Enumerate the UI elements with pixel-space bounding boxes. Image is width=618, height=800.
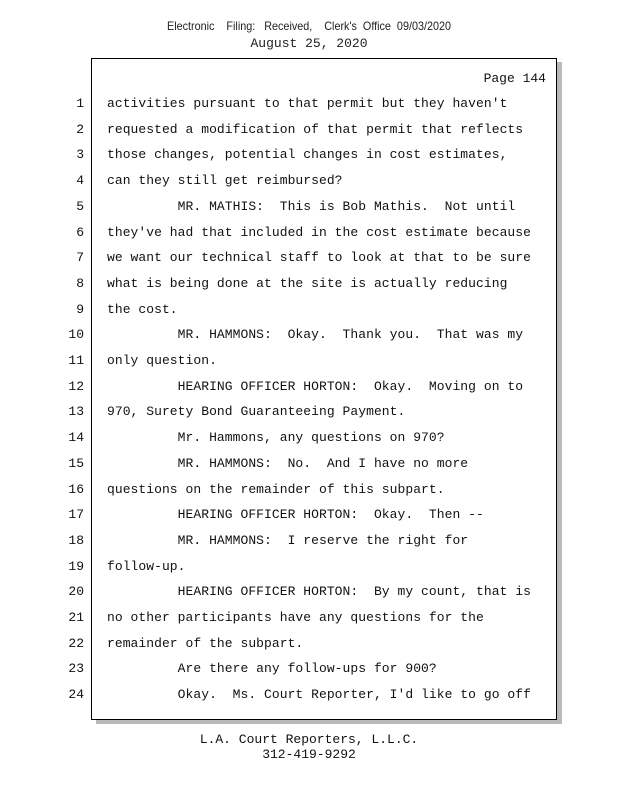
line-text: MR. HAMMONS: No. And I have no more (107, 455, 469, 471)
line-text: can they still get reimbursed? (107, 173, 343, 189)
line-number: 17 (68, 507, 84, 523)
line-number: 7 (76, 250, 84, 266)
hearing-date: August 25, 2020 (250, 36, 368, 51)
line-number: 4 (76, 173, 84, 189)
transcript-line (0, 632, 618, 658)
line-text: HEARING OFFICER HORTON: By my count, that is (107, 584, 531, 600)
line-text: we want our technical staff to look at that to be sure (107, 250, 531, 266)
line-text: no other participants have any questions for the (107, 610, 484, 625)
transcript-line (0, 606, 618, 632)
line-text: requested a modification of that permit that reflects (107, 121, 524, 137)
line-number: 12 (68, 378, 84, 394)
transcript-line (0, 426, 618, 452)
line-number: 14 (68, 430, 84, 446)
transcript-line (0, 580, 618, 606)
page-number: Page 144 (483, 71, 546, 86)
line-number: 9 (76, 301, 84, 317)
line-number: 19 (68, 558, 84, 574)
line-text: those changes, potential changes in cost estimates, (107, 147, 508, 163)
line-text: Mr. Hammons, any questions on 970? (107, 430, 445, 446)
line-number: 11 (68, 353, 84, 368)
transcript-line (0, 529, 618, 555)
line-text: MR. MATHIS: This is Bob Mathis. Not until (107, 198, 516, 214)
transcript-line (0, 272, 618, 298)
transcript-line (0, 657, 618, 683)
line-text: follow-up. (107, 558, 186, 574)
transcript-line (0, 375, 618, 401)
transcript-line (0, 195, 618, 221)
line-text: Okay. Ms. Court Reporter, I'd like to go off (107, 687, 531, 703)
line-text: the cost. (107, 301, 178, 317)
line-text: activities pursuant to that permit but they haven't (107, 96, 508, 111)
transcript-line (0, 452, 618, 478)
line-number: 21 (68, 610, 84, 625)
transcript-line (0, 349, 618, 375)
transcript-line (0, 298, 618, 324)
line-number: 2 (76, 121, 84, 137)
transcript-line (0, 92, 618, 118)
line-number: 8 (76, 275, 84, 291)
line-text: HEARING OFFICER HORTON: Okay. Then -- (107, 507, 484, 523)
transcript-line (0, 683, 618, 709)
line-number: 3 (76, 147, 84, 163)
line-number: 1 (76, 96, 84, 111)
transcript-line (0, 246, 618, 272)
line-text: questions on the remainder of this subpart. (107, 481, 445, 497)
line-text: MR. HAMMONS: I reserve the right for (107, 532, 469, 548)
line-text: they've had that included in the cost estimate because (107, 224, 531, 240)
line-text: remainder of the subpart. (107, 635, 304, 651)
line-number: 24 (68, 687, 84, 703)
filing-stamp: Electronic Filing: Received, Clerk's Office 09/03/2020 (166, 19, 451, 33)
transcript-line (0, 323, 618, 349)
transcript-line (0, 221, 618, 247)
transcript-line (0, 555, 618, 581)
transcript-line (0, 503, 618, 529)
transcript-line (0, 143, 618, 169)
line-number: 13 (68, 404, 84, 420)
transcript-line (0, 400, 618, 426)
line-number: 6 (76, 224, 84, 240)
court-reporter-phone: 312-419-9292 (262, 747, 356, 762)
footer (0, 732, 618, 762)
line-number: 18 (68, 532, 84, 548)
transcript-line (0, 169, 618, 195)
line-text: Are there any follow-ups for 900? (107, 661, 437, 677)
line-text: what is being done at the site is actually reducing (107, 275, 508, 291)
line-number: 15 (68, 455, 84, 471)
transcript-line (0, 478, 618, 504)
line-number: 16 (68, 481, 84, 497)
line-number: 23 (68, 661, 84, 677)
line-text: only question. (107, 353, 217, 368)
line-number: 20 (68, 584, 84, 600)
line-text: MR. HAMMONS: Okay. Thank you. That was my (107, 327, 524, 343)
line-number: 10 (68, 327, 84, 343)
line-text: HEARING OFFICER HORTON: Okay. Moving on to (107, 378, 524, 394)
line-number: 5 (76, 198, 84, 214)
line-number: 22 (68, 635, 84, 651)
transcript-line (0, 118, 618, 144)
line-text: 970, Surety Bond Guaranteeing Payment. (107, 404, 406, 420)
court-reporter-company: L.A. Court Reporters, L.L.C. (199, 732, 419, 747)
